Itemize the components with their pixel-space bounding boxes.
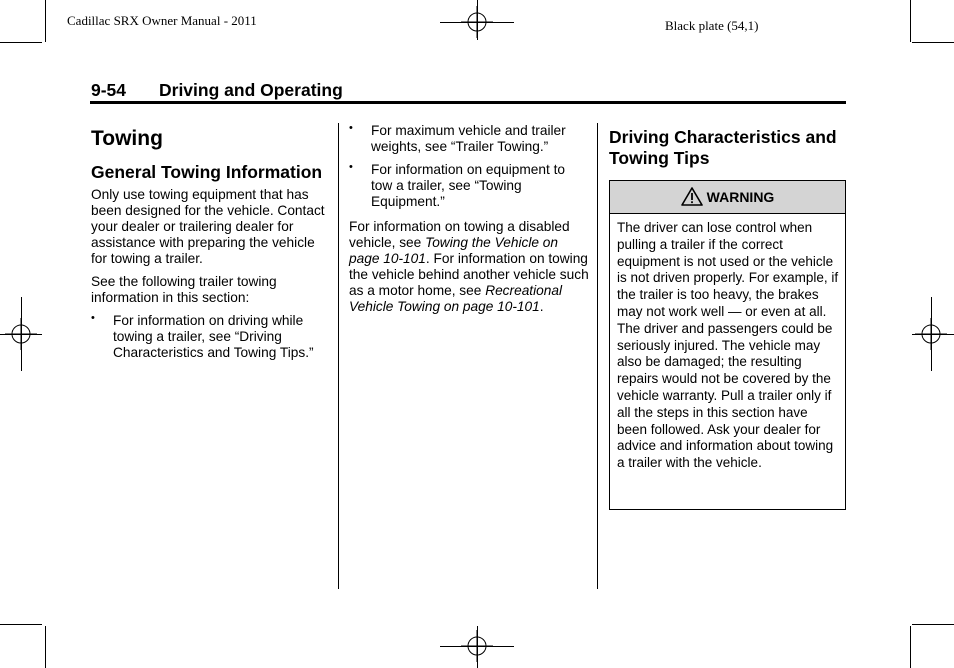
page-number: 9-54 [91,80,127,100]
crop-mark [0,624,42,625]
column-1 [91,126,327,368]
crop-mark [912,624,954,625]
section-header [91,80,343,101]
cross-reference-link[interactable]: Recreational Vehicle Towing on page 10-101 [349,283,563,314]
registration-line [477,626,478,668]
registration-line [0,334,42,335]
warning-text: The driver can lose control when pulling a trailer if the correct equipment is not used or the vehicle is not driven properly. For example, if the trailer is too heavy, the brakes may not work well — or even at all. The driver and passengers could be seriously injured. The vehicle may also be damaged; the resulting repairs would not be covered by the vehicle warranty. Pull a trailer only if all the steps in this section have been followed. Ask your dealer for advice and information about towing a trailer with the vehicle. [617,220,839,471]
paragraph-text: . For information on towing the vehicle behind another vehicle such as a motor home, see [349,251,589,298]
manual-title: Cadillac SRX Owner Manual - 2011 [67,13,257,28]
section-title: Driving and Operating [159,80,343,100]
subheading-general-towing: General Towing Information [91,162,323,182]
list-item-text: For maximum vehicle and trailer weights, see “Trailer Towing.” [371,123,566,154]
crop-mark [45,0,46,42]
column-2 [349,123,589,322]
bullet-icon: • [349,122,353,134]
subheading-driving-characteristics: Driving Characteristics and Towing Tips [609,127,837,168]
paragraph: Only use towing equipment that has been designed for the vehicle. Contact your dealer or trailering dealer for assistance with preparing the vehicle for towing a trailer. [91,187,325,266]
warning-triangle-icon [681,187,703,206]
registration-line [912,334,954,335]
registration-line [477,0,478,40]
warning-box [609,180,846,510]
header-rule [90,101,846,104]
paragraph: See the following trailer towing information in this section: [91,274,277,305]
crop-mark [0,42,42,43]
paragraph-text: . [539,299,544,314]
paragraph-text: For information on towing a disabled vehicle, see [349,219,570,250]
page-title: Towing [91,127,163,150]
crop-mark [45,626,46,668]
list-item [349,162,589,210]
crop-mark [910,0,911,42]
warning-label: WARNING [706,189,775,205]
cross-reference-link[interactable]: Towing the Vehicle on page 10-101 [349,235,559,266]
bullet-icon: • [91,312,95,324]
list-item [91,313,327,361]
list-item [349,123,589,155]
bullet-icon: • [349,161,353,173]
warning-header [610,181,845,214]
list-item-text: For information on equipment to tow a trailer, see “Towing Equipment.” [371,162,566,209]
black-plate-label: Black plate (54,1) [665,18,759,33]
list-item-text: For information on driving while towing a trailer, see “Driving Characteristics and Towing Tips.” [113,313,314,360]
column-divider [597,123,598,589]
paragraph [349,219,589,315]
crop-mark [910,626,911,668]
column-3 [609,127,846,173]
column-divider [338,123,339,589]
crop-mark [912,42,954,43]
